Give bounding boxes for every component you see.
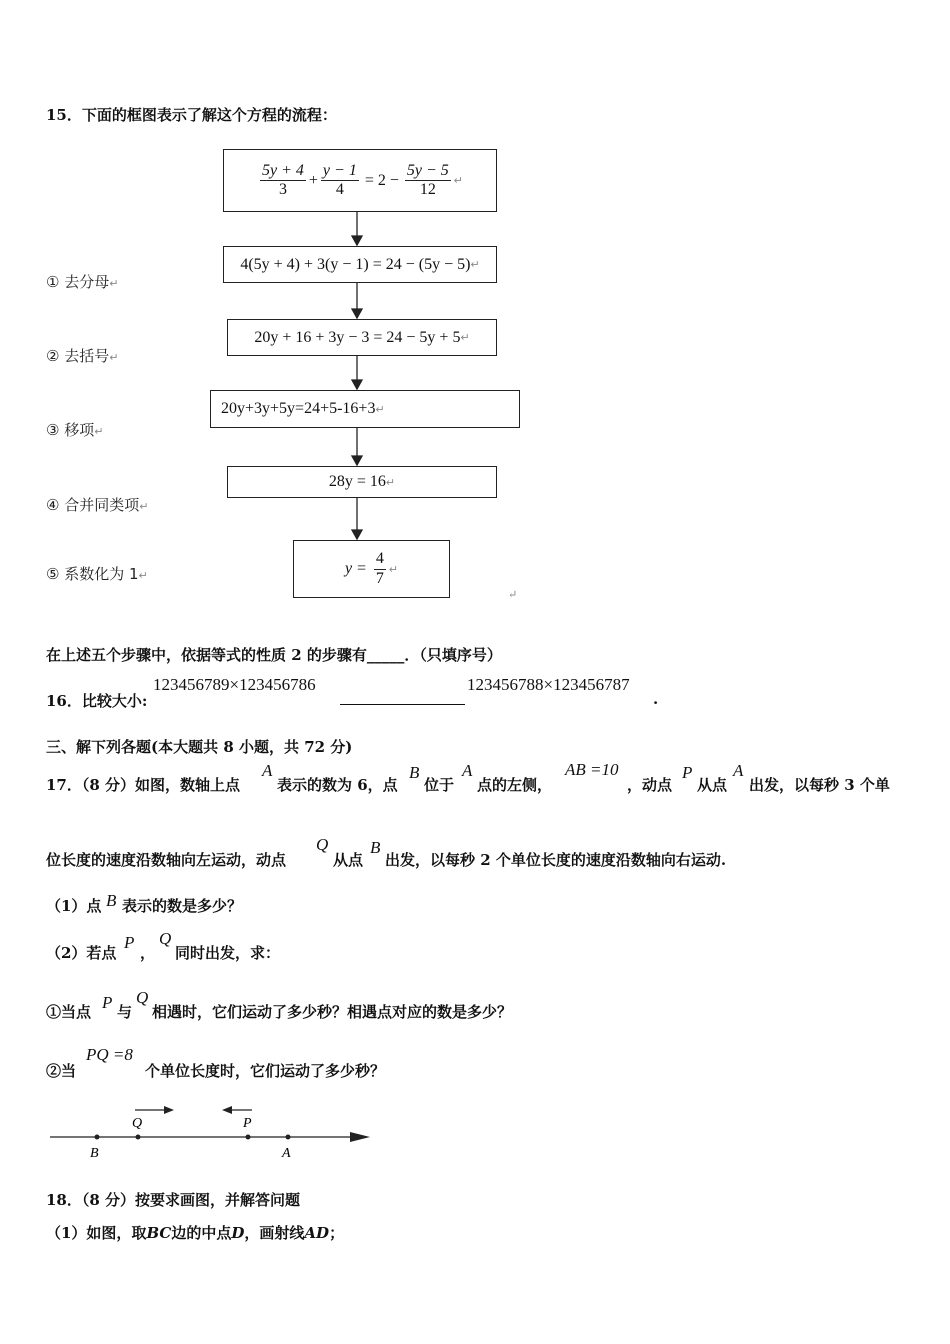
fraction-3-denominator: 12: [419, 181, 436, 198]
q17-part1-and: 与: [117, 1003, 133, 1021]
q16-answer-blank[interactable]: [340, 704, 465, 705]
step-label-1: ① 去分母↵: [46, 273, 119, 291]
arrow-4-head: [352, 456, 362, 465]
p-direction-arrow-icon: [222, 1106, 232, 1114]
fraction-result-numerator: 4: [374, 550, 386, 569]
number-line-arrow-icon: [350, 1132, 370, 1142]
fraction-result-denominator: 7: [375, 569, 384, 587]
pq-equals-8: PQ =8: [86, 1045, 133, 1064]
label-p: P: [243, 1116, 252, 1131]
equation-step3: 20y+3y+5y=24+5-16+3: [221, 400, 376, 417]
q16-label: 16．比较大小:: [46, 692, 148, 710]
q17-line1-c: 位于: [424, 776, 455, 794]
point-q-dot: [136, 1135, 141, 1140]
q17-part1-b: 相遇时，它们运动了多少秒？相遇点对应的数是多少？: [152, 1003, 513, 1021]
q16-left-product: 123456789×123456786: [153, 675, 316, 694]
flow-arrows: [0, 0, 950, 620]
q17-part2-b: 个单位长度时，它们运动了多少秒？: [145, 1062, 386, 1080]
fraction-3-numerator: 5y − 5: [405, 162, 451, 181]
ray-ad: AD: [304, 1224, 330, 1242]
q17-line1-g: 出发，以每秒 3 个单: [749, 776, 890, 794]
q17-sub1-b: 表示的数是多少？: [122, 897, 243, 915]
point-b-dot: [95, 1135, 100, 1140]
step-label-3: ③ 移项↵: [46, 421, 104, 439]
point-a-3: A: [733, 761, 744, 780]
return-mark: ↵: [453, 175, 463, 187]
point-p-3: P: [102, 993, 113, 1012]
segment-bc: BC: [146, 1224, 172, 1242]
point-p-2: P: [124, 933, 135, 952]
q17-part1-a: ①当点: [46, 1003, 92, 1021]
plus-sign: +: [308, 171, 318, 189]
point-a-dot: [286, 1135, 291, 1140]
q17-sub1-a: （1）点: [46, 897, 102, 915]
q15-question: 在上述五个步骤中，依据等式的性质 2 的步骤有_____．（只填序号）: [46, 646, 502, 664]
return-mark: ↵: [375, 403, 385, 416]
q18-sub1-d: ；: [329, 1224, 345, 1242]
q17-sub2-a: （2）若点: [46, 944, 117, 962]
q-direction-arrow-icon: [164, 1106, 174, 1114]
q16-end: .: [653, 690, 659, 708]
equation-step2: 20y + 16 + 3y − 3 = 24 − 5y + 5: [254, 328, 461, 346]
q17-line2-b: 从点: [333, 851, 364, 869]
label-a: A: [282, 1146, 291, 1161]
q17-line1-f: 从点: [697, 776, 728, 794]
point-b-3: B: [106, 891, 117, 910]
ab-equals-10: AB =10: [565, 760, 619, 779]
label-b: B: [90, 1146, 99, 1161]
q17-sub2-b: 同时出发，求：: [175, 944, 281, 962]
equals-two-minus: = 2 −: [364, 171, 399, 189]
step-label-4: ④ 合并同类项↵: [46, 496, 149, 514]
arrow-3-head: [352, 380, 362, 389]
arrow-5-head: [352, 530, 362, 539]
q17-line1-b: 表示的数为 6，点: [277, 776, 398, 794]
q17-part2-a: ②当: [46, 1062, 77, 1080]
number-line-diagram: [40, 1095, 380, 1165]
section-3-heading: 三、解下列各题(本大题共 8 小题，共 72 分): [46, 738, 353, 756]
q17-sub2-comma: ，: [140, 944, 156, 962]
step-label-5: ⑤ 系数化为 1↵: [46, 565, 148, 583]
return-mark: ↵: [385, 476, 396, 489]
point-b-2: B: [370, 838, 381, 857]
q18-sub1: [46, 1222, 344, 1243]
arrow-2-head: [352, 309, 362, 318]
stray-return-mark: ↵: [508, 588, 518, 601]
q18-title: 18．（8 分）按要求画图，并解答问题: [46, 1191, 301, 1209]
q17-line2-a: 位长度的速度沿数轴向左运动，动点: [46, 851, 287, 869]
point-b-1: B: [409, 763, 420, 782]
point-q-2: Q: [159, 929, 172, 948]
point-q-1: Q: [316, 835, 329, 854]
step-label-2: ② 去括号↵: [46, 347, 119, 365]
point-p-dot: [246, 1135, 251, 1140]
point-a-2: A: [462, 761, 473, 780]
fraction-1-numerator: 5y + 4: [260, 162, 306, 181]
y-equals: y =: [344, 560, 367, 577]
label-q: Q: [132, 1116, 143, 1131]
return-mark: ↵: [388, 563, 399, 576]
fraction-2-numerator: y − 1: [321, 162, 359, 181]
fraction-1-denominator: 3: [278, 181, 287, 198]
q15-title: 15．下面的框图表示了解这个方程的流程：: [46, 106, 337, 124]
return-mark: ↵: [470, 259, 480, 271]
point-q-3: Q: [136, 988, 149, 1007]
point-a-1: A: [262, 761, 273, 780]
arrow-1-head: [352, 236, 362, 245]
q18-sub1-b: 边的中点: [171, 1224, 232, 1242]
q17-line1-a: 17．（8 分）如图，数轴上点: [46, 776, 241, 794]
fraction-2-denominator: 4: [335, 181, 344, 198]
point-d: D: [231, 1224, 245, 1242]
q18-sub1-c: ，画射线: [244, 1224, 305, 1242]
return-mark: ↵: [460, 332, 470, 344]
q18-sub1-a: （1）如图，取: [46, 1224, 147, 1242]
point-p-1: P: [682, 763, 693, 782]
equation-step4: 28y = 16: [328, 473, 386, 490]
q17-line1-e: ，动点: [627, 776, 673, 794]
q17-line1-d: 点的左侧，: [477, 776, 553, 794]
q16-right-product: 123456788×123456787: [467, 675, 630, 694]
q17-line2-c: 出发，以每秒 2 个单位长度的速度沿数轴向右运动.: [385, 851, 727, 869]
equation-step1: 4(5y + 4) + 3(y − 1) = 24 − (5y − 5): [240, 255, 471, 273]
